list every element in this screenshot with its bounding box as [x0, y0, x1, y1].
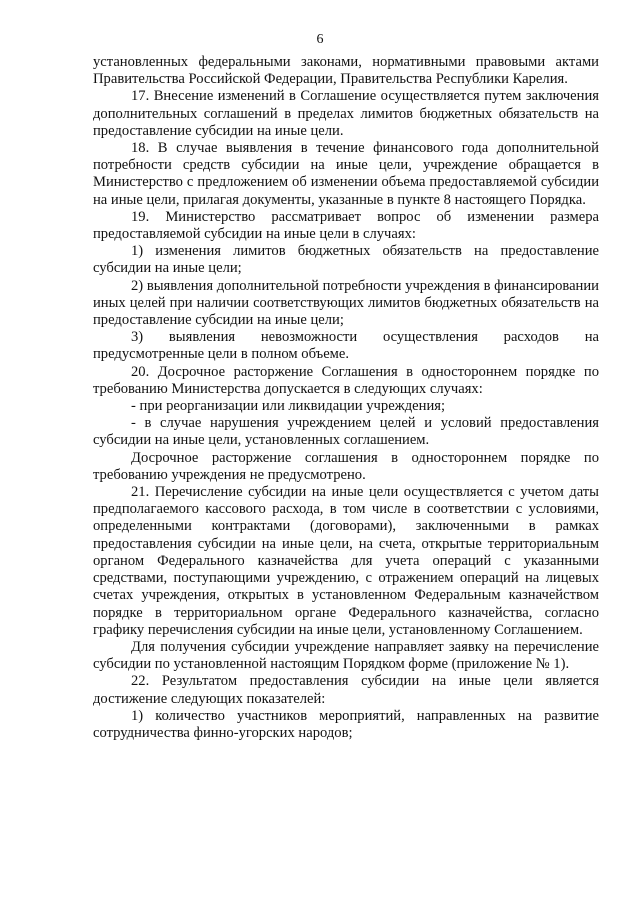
- paragraph-17: 17. Внесение изменений в Соглашение осуществляется путем заключения дополнительных соглашений в пределах лимитов бюджетных обязательств на предоставление субсидии на иные цели.: [93, 88, 599, 139]
- paragraph-21-note: Для получения субсидии учреждение направляет заявку на перечисление субсидии по установленной настоящим Порядком форме (приложение № 1).: [93, 638, 599, 673]
- page-number: 6: [316, 32, 324, 47]
- paragraph-19: 19. Министерство рассматривает вопрос об изменении размера предоставляемой субсидии на иные цели в случаях:: [93, 208, 599, 243]
- paragraph-21: 21. Перечисление субсидии на иные цели осуществляется с учетом даты предполагаемого кассового расхода, в том числе в соответствии с условиями, определенными контрактами (договорами), заключенными в рамках предоставления субсидии на иные цели, на счета, открытые территориальным органом Федерального казначейства для учета операций с указанными средствами, поступающими учреждению, с отражением операций на лицевых счетах учреждения, открытых в установленном Федеральным казначейством порядке в территориальном органе Федерального казначейства, согласно графику перечисления субсидии на иные цели, установленному Соглашением.: [93, 484, 599, 638]
- paragraph-20-note: Досрочное расторжение соглашения в одностороннем порядке по требованию учреждения не предусмотрено.: [93, 449, 599, 483]
- paragraph-20: 20. Досрочное расторжение Соглашения в одностороннем порядке по требованию Министерства допускается в следующих случаях:: [93, 363, 599, 397]
- paragraph-19-item-1: 1) изменения лимитов бюджетных обязательств на предоставление субсидии на иные цели;: [93, 243, 599, 277]
- paragraph-18: 18. В случае выявления в течение финансового года дополнительной потребности средств субсидии на иные цели, учреждение обращается в Министерство с предложением об изменении объема предоставляемой субсидии на иные цели, прилагая документы, указанные в пункте 8 настоящего Порядка.: [93, 140, 599, 208]
- paragraph-19-item-3: 3) выявления невозможности осуществления расходов на предусмотренные цели в полном объеме.: [93, 329, 599, 363]
- paragraph-22-item-1: 1) количество участников мероприятий, направленных на развитие сотрудничества финно-угорских народов;: [93, 707, 599, 741]
- document-body: [93, 54, 599, 742]
- paragraph-19-item-2: 2) выявления дополнительной потребности учреждения в финансировании иных целей при наличии соответствующих лимитов бюджетных обязательств на предоставление субсидии на иные цели;: [93, 277, 599, 329]
- paragraph-continuation: установленных федеральными законами, нормативными правовыми актами Правительства Российской Федерации, Правительства Республики Карелия.: [93, 54, 599, 88]
- paragraph-20-item-1: - при реорганизации или ликвидации учреждения;: [131, 398, 446, 415]
- paragraph-20-item-2: - в случае нарушения учреждением целей и условий предоставления субсидии на иные цели, установленных соглашением.: [93, 415, 599, 449]
- paragraph-22: 22. Результатом предоставления субсидии на иные цели является достижение следующих показателей:: [93, 673, 599, 707]
